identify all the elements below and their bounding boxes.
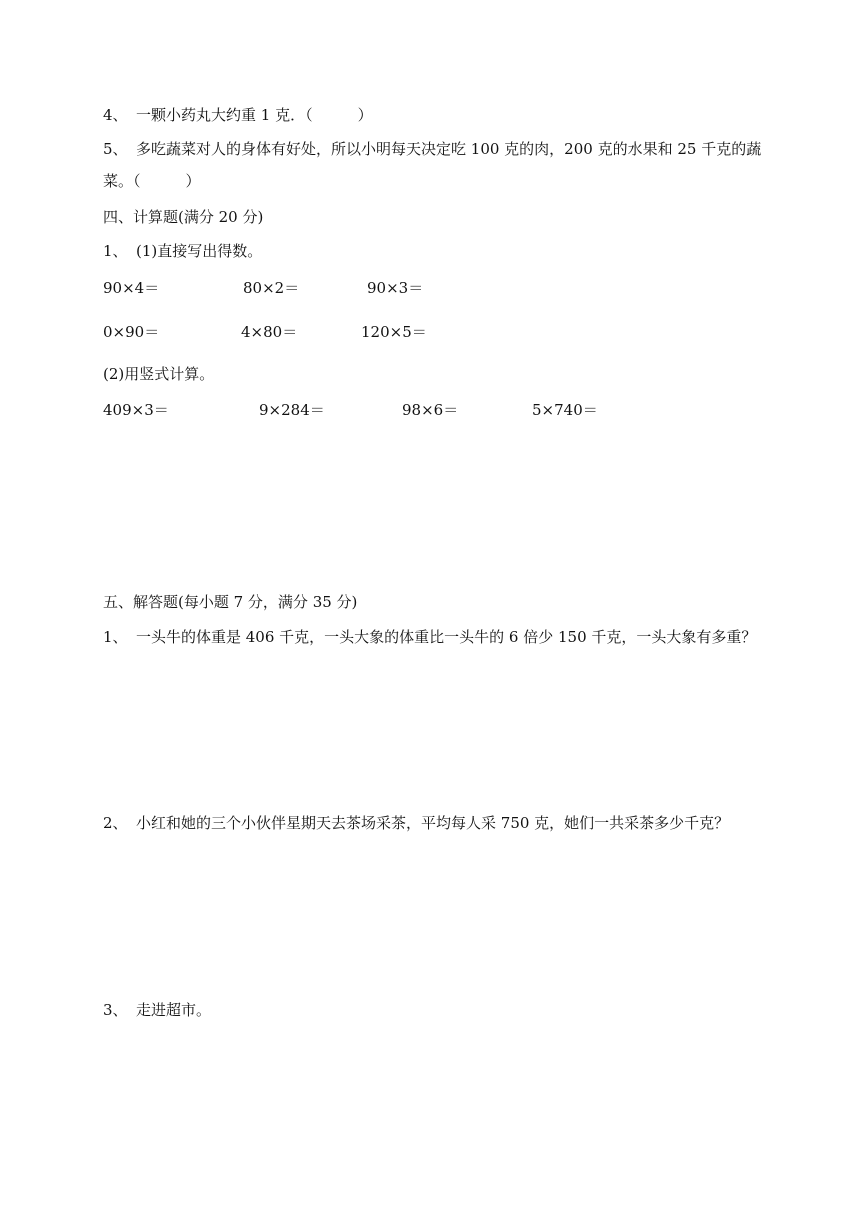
- question-number: 5、: [103, 140, 128, 158]
- judgment-question-4: [103, 105, 763, 125]
- word-problem-3: [103, 1000, 763, 1020]
- problem-number: 1、: [103, 628, 128, 646]
- oral-calc-item: 80×2＝: [243, 279, 300, 297]
- problem-text: 一头牛的体重是 406 千克，一头大象的体重比一头牛的 6 倍少 150 千克，一头大象有多重？: [136, 628, 757, 646]
- oral-calc-item: 90×4＝: [103, 279, 160, 297]
- vertical-calc-item: 5×740＝: [532, 401, 598, 419]
- vertical-calc-item: 409×3＝: [103, 401, 169, 419]
- vertical-calc-item: 98×6＝: [402, 401, 459, 419]
- section-4-question-1: [103, 241, 763, 261]
- question-number: 1、: [103, 242, 128, 260]
- question-number: 4、: [103, 106, 128, 124]
- question-text: 一颗小药丸大约重 1 克．（ ）: [136, 106, 373, 124]
- judgment-question-5: [103, 133, 763, 197]
- section-4-title: 四、计算题(满分 20 分): [103, 208, 264, 226]
- oral-calc-item: 4×80＝: [241, 323, 298, 341]
- problem-text: 小红和她的三个小伙伴星期天去茶场采茶，平均每人采 750 克，她们一共采茶多少千克？: [136, 814, 730, 832]
- problem-number: 3、: [103, 1001, 128, 1019]
- part-2-label: (2)用竖式计算。: [103, 365, 215, 383]
- word-problem-2: [103, 807, 763, 839]
- question-text: 多吃蔬菜对人的身体有好处，所以小明每天决定吃 100 克的肉，200 克的水果和 25 千克的蔬菜。（ ）: [103, 140, 762, 190]
- word-problem-1: [103, 621, 763, 653]
- section-5-title: 五、解答题(每小题 7 分，满分 35 分): [103, 593, 358, 611]
- oral-calc-item: 90×3＝: [367, 279, 424, 297]
- problem-text: 走进超市。: [136, 1001, 212, 1019]
- problem-number: 2、: [103, 814, 128, 832]
- oral-calc-item: 120×5＝: [361, 323, 427, 341]
- vertical-calc-item: 9×284＝: [259, 401, 325, 419]
- part-1-label: (1)直接写出得数。: [136, 242, 263, 260]
- oral-calc-item: 0×90＝: [103, 323, 160, 341]
